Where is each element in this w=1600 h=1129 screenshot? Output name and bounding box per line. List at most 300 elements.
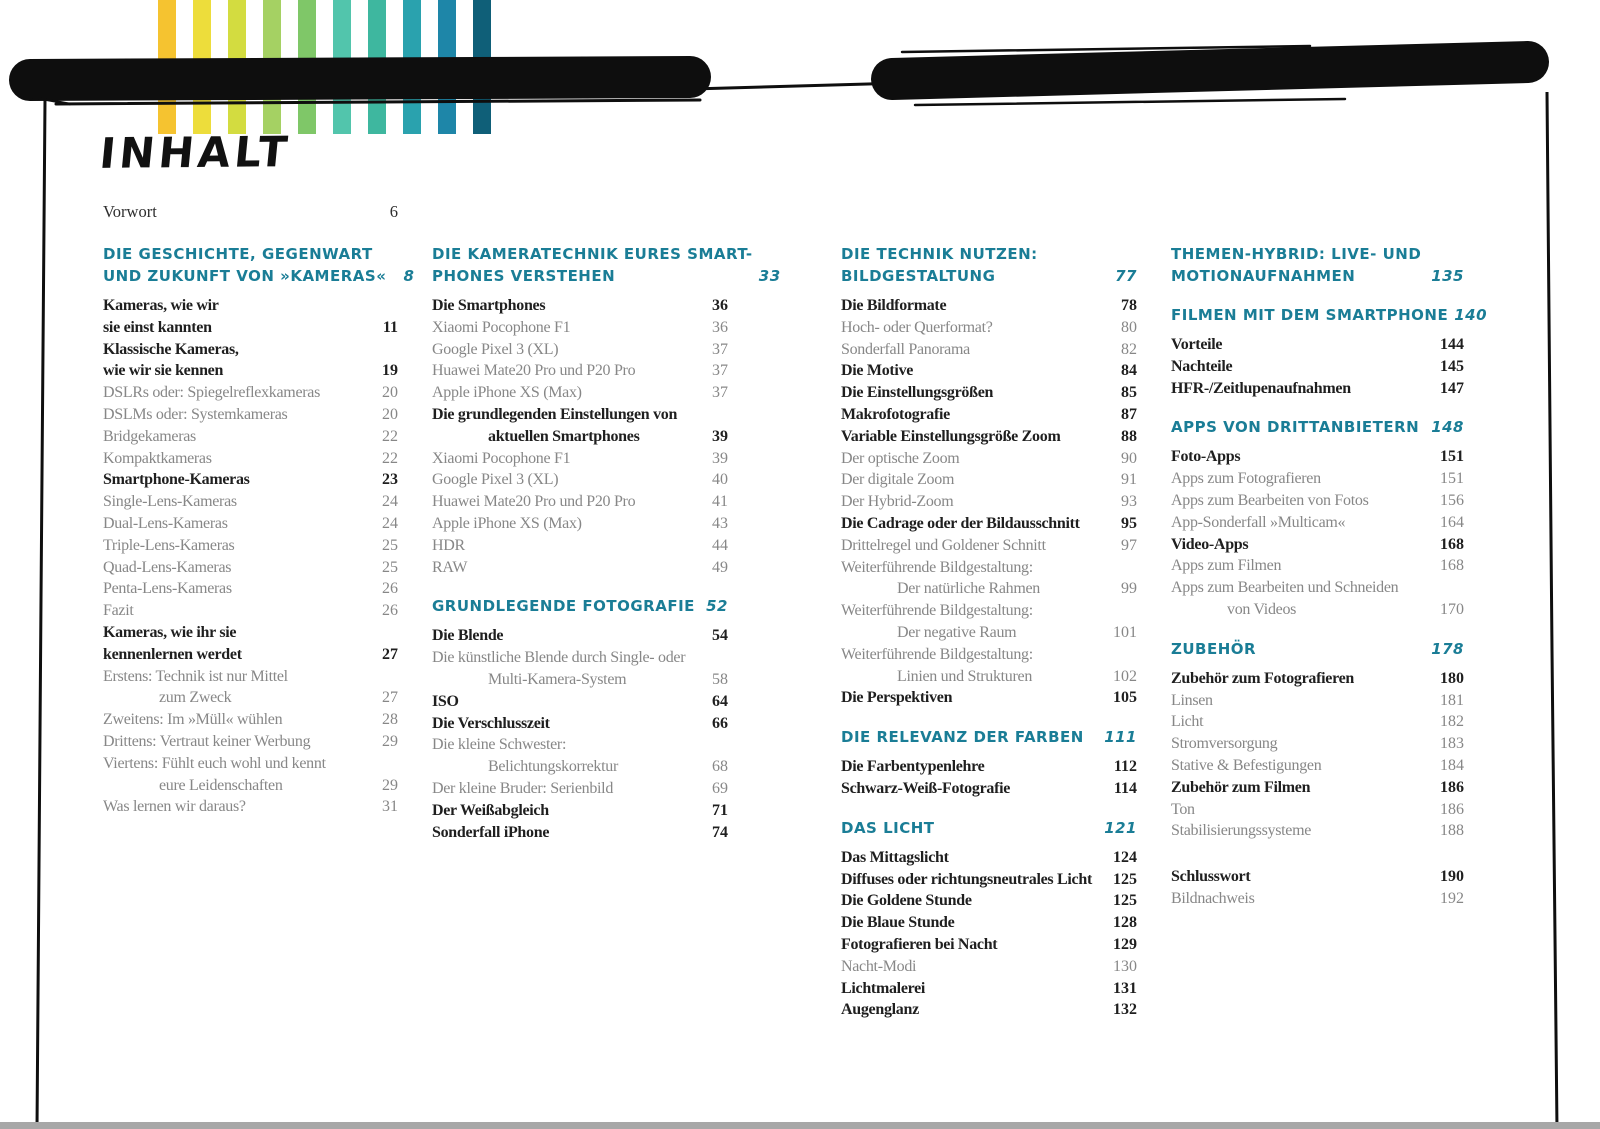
heading-line: MOTIONAUFNAHMEN xyxy=(1171,267,1356,285)
entry-line: Diffuses oder richtungsneutrales Licht xyxy=(841,870,1092,888)
entry-page-number: 40 xyxy=(712,471,728,489)
entry-line: DSLMs oder: Systemkameras xyxy=(103,405,288,423)
entry-page-number: 90 xyxy=(1121,449,1137,467)
toc-entry xyxy=(103,382,398,404)
entry-line: Augenglanz xyxy=(841,1001,919,1019)
entry-line: Stromversorgung xyxy=(1171,735,1278,753)
entry-page-number: 82 xyxy=(1121,340,1137,358)
entry-label xyxy=(841,360,1107,382)
toc-section xyxy=(103,243,415,818)
entry-label xyxy=(841,426,1107,448)
entry-line: Lichtmalerei xyxy=(841,979,926,997)
entry-label xyxy=(432,734,698,778)
section-page-number: 111 xyxy=(1104,728,1137,747)
toc-entry xyxy=(432,691,728,713)
toc-entry xyxy=(841,847,1137,869)
toc-entry xyxy=(103,404,398,426)
toc-entry xyxy=(841,557,1137,601)
entry-line: Die Cadrage oder der Bildausschnitt xyxy=(841,514,1080,532)
toc-entry xyxy=(1171,755,1464,777)
entry-line: Weiterführende Bildgestaltung: xyxy=(841,602,1033,620)
toc-section xyxy=(432,243,781,578)
entry-label xyxy=(432,513,698,535)
entry-page-number: 168 xyxy=(1440,557,1464,575)
entry-page-number: 25 xyxy=(382,536,398,554)
toc-section xyxy=(1171,638,1464,842)
entry-label xyxy=(1171,755,1434,777)
entry-line: Viertens: Fühlt euch wohl und kennt xyxy=(103,754,326,772)
toc-entry xyxy=(1171,534,1464,556)
entry-label xyxy=(103,426,368,448)
entry-line: Nacht-Modi xyxy=(841,957,917,975)
entry-label xyxy=(1171,577,1434,621)
entry-line: Der Weißabgleich xyxy=(432,801,549,819)
section-heading xyxy=(841,726,1137,748)
entry-page-number: 66 xyxy=(712,714,728,732)
entry-page-number: 69 xyxy=(712,779,728,797)
entry-page-number: 27 xyxy=(382,645,398,663)
entry-label xyxy=(103,513,368,535)
entry-label xyxy=(1171,555,1434,577)
section-heading xyxy=(432,243,781,287)
toc-entry xyxy=(1171,733,1464,755)
entry-page-number: 19 xyxy=(382,362,398,380)
toc-entry xyxy=(841,600,1137,644)
section-heading xyxy=(432,595,728,617)
toc-entry xyxy=(841,404,1137,426)
entry-label xyxy=(1171,512,1434,534)
entry-page-number: 41 xyxy=(712,493,728,511)
entry-line: Apps zum Bearbeiten von Fotos xyxy=(1171,491,1369,509)
entry-label xyxy=(841,978,1107,1000)
entry-line: Makrofotografie xyxy=(841,405,950,423)
color-stripe xyxy=(333,0,351,134)
entry-label xyxy=(103,796,368,818)
toc-entry xyxy=(1171,668,1464,690)
entry-line: eure Leidenschaften xyxy=(159,776,283,794)
toc-entry xyxy=(841,934,1137,956)
entry-line: Schlusswort xyxy=(1171,868,1251,886)
toc-entry xyxy=(103,709,398,731)
color-stripe xyxy=(193,0,211,134)
entry-label xyxy=(103,382,368,404)
toc-entry xyxy=(1171,866,1464,888)
entry-line: Kompaktkameras xyxy=(103,449,212,467)
entry-page-number: 151 xyxy=(1440,470,1464,488)
entry-page-number: 37 xyxy=(712,362,728,380)
toc-section xyxy=(841,817,1137,1021)
entry-page-number: 80 xyxy=(1121,318,1137,336)
entry-line: App-Sonderfall »Multicam« xyxy=(1171,513,1346,531)
entry-line: Sonderfall Panorama xyxy=(841,340,970,358)
section-page-number: 135 xyxy=(1431,267,1464,285)
section-heading xyxy=(1171,304,1488,326)
entry-label xyxy=(1171,888,1434,910)
entry-line: Der digitale Zoom xyxy=(841,471,955,489)
color-stripe xyxy=(158,0,176,134)
entry-line: Kameras, wie ihr sie xyxy=(103,623,237,641)
toc-column xyxy=(432,243,781,843)
heading-line: BILDGESTALTUNG xyxy=(841,267,996,285)
toc-entry xyxy=(1171,888,1464,910)
toc-entry xyxy=(841,469,1137,491)
entry-label xyxy=(841,687,1107,709)
entry-line: RAW xyxy=(432,558,468,576)
entry-page-number: 26 xyxy=(382,580,398,598)
entry-line: Die Farbentypenlehre xyxy=(841,758,985,776)
section-heading xyxy=(1171,416,1464,438)
entry-line: Multi-Kamera-System xyxy=(488,670,627,688)
entry-line: Video-Apps xyxy=(1171,535,1249,553)
toc-entry xyxy=(103,731,398,753)
entry-page-number: 188 xyxy=(1440,822,1464,840)
color-stripe xyxy=(473,0,491,134)
entry-label xyxy=(432,557,698,579)
entry-label xyxy=(103,469,368,491)
entry-page-number: 151 xyxy=(1440,448,1464,466)
entry-line: Linien und Strukturen xyxy=(897,667,1033,685)
entry-page-number: 101 xyxy=(1113,623,1137,641)
entry-page-number: 102 xyxy=(1113,667,1137,685)
entry-page-number: 184 xyxy=(1440,756,1464,774)
entry-line: Vorteile xyxy=(1171,336,1223,353)
entry-page-number: 129 xyxy=(1113,935,1137,953)
toc-entry xyxy=(841,513,1137,535)
section-heading xyxy=(1171,243,1464,287)
entry-line: Der Hybrid-Zoom xyxy=(841,493,954,511)
entry-line: Zubehör zum Fotografieren xyxy=(1171,669,1355,687)
entry-line: Bildnachweis xyxy=(1171,889,1255,907)
entry-label xyxy=(841,890,1107,912)
toc-section xyxy=(841,243,1137,709)
entry-line: Apple iPhone XS (Max) xyxy=(432,514,582,532)
preface-page-number: 6 xyxy=(389,202,398,221)
section-page-number: 8 xyxy=(403,267,415,285)
entry-page-number: 39 xyxy=(712,427,728,445)
section-heading-text xyxy=(1171,638,1425,660)
entry-page-number: 93 xyxy=(1121,493,1137,511)
entry-line: Die Einstellungsgrößen xyxy=(841,384,994,402)
entry-label xyxy=(841,934,1107,956)
entry-page-number: 37 xyxy=(712,384,728,402)
entry-line: Die Motive xyxy=(841,362,914,380)
toc-entry xyxy=(1171,490,1464,512)
toc-entry xyxy=(432,778,728,800)
entry-line: Das Mittagslicht xyxy=(841,848,949,866)
section-page-number: 33 xyxy=(758,267,781,285)
toc-entry xyxy=(841,912,1137,934)
entry-page-number: 39 xyxy=(712,449,728,467)
entry-page-number: 37 xyxy=(712,340,728,358)
entry-label xyxy=(103,753,368,797)
entry-line: Hoch- oder Querformat? xyxy=(841,318,993,336)
toc-entry xyxy=(841,978,1137,1000)
section-heading-text xyxy=(103,243,386,287)
entry-line: Zweitens: Im »Müll« wühlen xyxy=(103,711,283,729)
section-heading-text xyxy=(841,817,1098,839)
entry-label xyxy=(841,382,1107,404)
entry-line: Penta-Lens-Kameras xyxy=(103,580,232,598)
entry-page-number: 144 xyxy=(1440,336,1464,353)
color-stripe-band xyxy=(158,0,491,134)
entry-page-number: 20 xyxy=(382,405,398,423)
toc-entry xyxy=(1171,777,1464,799)
entry-line: Apps zum Fotografieren xyxy=(1171,470,1321,488)
entry-line: Apps zum Bearbeiten und Schneiden xyxy=(1171,579,1399,597)
page-bottom-edge xyxy=(0,1122,1600,1129)
entry-label xyxy=(1171,490,1434,512)
entry-label xyxy=(841,756,1107,778)
entry-label xyxy=(841,404,1107,426)
toc-entry xyxy=(432,491,728,513)
toc-section xyxy=(841,726,1137,800)
entry-page-number: 68 xyxy=(712,758,728,776)
entry-page-number: 22 xyxy=(382,449,398,467)
entry-line: Der optische Zoom xyxy=(841,449,960,467)
entry-label xyxy=(841,448,1107,470)
entry-label xyxy=(1171,820,1434,842)
preface-label: Vorwort xyxy=(103,202,157,221)
entry-line: Variable Einstellungsgröße Zoom xyxy=(841,427,1061,445)
toc-column xyxy=(841,243,1137,1021)
entry-line: ISO xyxy=(432,692,459,710)
entry-line: Foto-Apps xyxy=(1171,448,1241,466)
entry-line: Die Blaue Stunde xyxy=(841,914,955,932)
toc-entry xyxy=(103,666,398,710)
entry-page-number: 22 xyxy=(382,427,398,445)
entry-line: Dual-Lens-Kameras xyxy=(103,514,228,532)
entry-line: Der negative Raum xyxy=(897,623,1017,641)
entry-page-number: 105 xyxy=(1113,689,1137,707)
heading-line: DIE TECHNIK NUTZEN: xyxy=(841,245,1038,263)
entry-page-number: 112 xyxy=(1113,758,1137,776)
toc-entry xyxy=(841,360,1137,382)
entry-label xyxy=(841,644,1107,688)
entry-page-number: 88 xyxy=(1121,427,1137,445)
entry-line: Die Verschlusszeit xyxy=(432,714,550,732)
entry-page-number: 24 xyxy=(382,514,398,532)
entry-line: Weiterführende Bildgestaltung: xyxy=(841,645,1033,663)
entry-line: Die künstliche Blende durch Single- oder xyxy=(432,649,686,667)
entry-label xyxy=(103,339,368,383)
entry-label xyxy=(841,535,1107,557)
toc-entry xyxy=(103,513,398,535)
entry-label xyxy=(103,578,368,600)
toc-entry xyxy=(1171,690,1464,712)
entry-line: Licht xyxy=(1171,713,1204,731)
entry-page-number: 44 xyxy=(712,536,728,554)
toc-entry xyxy=(103,448,398,470)
section-page-number: 77 xyxy=(1115,267,1137,285)
entry-line: Die kleine Schwester: xyxy=(432,736,567,754)
section-heading-text xyxy=(841,243,1109,287)
toc-section xyxy=(1171,866,1464,910)
heading-line: THEMEN-HYBRID: LIVE- UND xyxy=(1171,245,1422,263)
toc-entry xyxy=(1171,711,1464,733)
page-title: INHALT xyxy=(97,127,294,178)
page-border-left xyxy=(37,100,45,1129)
entry-line: Zubehör zum Filmen xyxy=(1171,778,1311,796)
color-stripe xyxy=(228,0,246,134)
section-heading xyxy=(1171,638,1464,660)
section-page-number: 148 xyxy=(1431,418,1464,437)
entry-line: Die Perspektiven xyxy=(841,689,953,707)
toc-entry xyxy=(432,317,728,339)
toc-entry xyxy=(432,535,728,557)
heading-line: DIE GESCHICHTE, GEGENWART xyxy=(103,245,373,263)
entry-page-number: 190 xyxy=(1440,868,1464,886)
entry-line: Linsen xyxy=(1171,691,1213,709)
entry-line: Fazit xyxy=(103,602,134,620)
section-heading xyxy=(841,817,1137,839)
section-page-number: 52 xyxy=(706,597,728,616)
entry-page-number: 131 xyxy=(1113,979,1137,997)
entry-line: Die Blende xyxy=(432,627,504,645)
section-page-number: 140 xyxy=(1454,306,1488,324)
heading-line: GRUNDLEGENDE FOTOGRAFIE xyxy=(432,597,695,616)
entry-page-number: 11 xyxy=(382,318,398,336)
entry-label xyxy=(1171,378,1434,400)
page-border-right xyxy=(1547,92,1557,1129)
toc-entry xyxy=(432,513,728,535)
entry-page-number: 170 xyxy=(1440,600,1464,618)
entry-label xyxy=(103,600,368,622)
toc-entry xyxy=(103,600,398,622)
entry-page-number: 54 xyxy=(712,627,728,645)
toc-entry xyxy=(841,869,1137,891)
entry-page-number: 36 xyxy=(712,297,728,314)
entry-label xyxy=(1171,711,1434,733)
toc-entry xyxy=(841,890,1137,912)
section-page-number: 121 xyxy=(1104,818,1137,837)
entry-line: zum Zweck xyxy=(159,689,232,707)
toc-entry xyxy=(103,339,398,383)
entry-label xyxy=(432,625,698,647)
entry-label xyxy=(841,869,1107,891)
entry-label xyxy=(432,535,698,557)
entry-line: Die Bildformate xyxy=(841,297,947,314)
entry-page-number: 23 xyxy=(382,471,398,489)
toc-entry xyxy=(432,339,728,361)
connector-line xyxy=(692,83,905,89)
entry-label xyxy=(841,317,1107,339)
entry-line: Ton xyxy=(1171,800,1195,818)
entry-label xyxy=(841,847,1107,869)
toc-entry xyxy=(432,404,728,448)
entry-line: Die Goldene Stunde xyxy=(841,892,972,910)
entry-label xyxy=(1171,334,1434,356)
toc-entry xyxy=(841,756,1137,778)
entry-label xyxy=(1171,777,1434,799)
entry-page-number: 74 xyxy=(712,823,728,841)
entry-page-number: 71 xyxy=(712,801,728,819)
entry-label xyxy=(432,404,698,448)
entry-page-number: 128 xyxy=(1113,914,1137,932)
section-heading-text xyxy=(432,243,753,287)
entry-line: Stative & Befestigungen xyxy=(1171,756,1322,774)
entry-label xyxy=(1171,468,1434,490)
entry-page-number: 87 xyxy=(1121,405,1137,423)
entry-label xyxy=(841,339,1107,361)
heading-line: ZUBEHÖR xyxy=(1171,639,1257,658)
toc-column xyxy=(1171,243,1488,910)
entry-line: Der natürliche Rahmen xyxy=(897,580,1040,598)
heading-line: DAS LICHT xyxy=(841,818,935,837)
entry-label xyxy=(841,912,1107,934)
entry-line: Bridgekameras xyxy=(103,427,196,445)
entry-label xyxy=(841,469,1107,491)
toc-entry xyxy=(841,956,1137,978)
entry-label xyxy=(841,600,1107,644)
entry-line: Apple iPhone XS (Max) xyxy=(432,384,582,402)
toc-entry xyxy=(841,778,1137,800)
entry-page-number: 156 xyxy=(1440,491,1464,509)
entry-label xyxy=(103,731,368,753)
section-heading-text xyxy=(432,595,700,617)
toc-entry xyxy=(841,426,1137,448)
entry-line: Belichtungskorrektur xyxy=(488,758,618,776)
toc-entry xyxy=(841,535,1137,557)
entry-page-number: 168 xyxy=(1440,535,1464,553)
entry-page-number: 186 xyxy=(1440,778,1464,796)
toc-entry xyxy=(103,491,398,513)
toc-entry xyxy=(1171,555,1464,577)
entry-line: aktuellen Smartphones xyxy=(488,427,640,445)
entry-line: Fotografieren bei Nacht xyxy=(841,935,998,953)
entry-page-number: 78 xyxy=(1121,297,1137,314)
entry-page-number: 20 xyxy=(382,384,398,402)
entry-page-number: 24 xyxy=(382,493,398,511)
toc-entry xyxy=(841,382,1137,404)
entry-label xyxy=(1171,668,1434,690)
toc-column xyxy=(103,243,415,818)
entry-line: Xiaomi Pocophone F1 xyxy=(432,449,571,467)
entry-label xyxy=(1171,690,1434,712)
section-page-number: 178 xyxy=(1431,639,1464,658)
preface-row xyxy=(103,201,398,223)
entry-label xyxy=(103,404,368,426)
entry-label xyxy=(1171,866,1434,888)
entry-page-number: 183 xyxy=(1440,735,1464,753)
entry-label xyxy=(1171,733,1434,755)
entry-label xyxy=(432,317,698,339)
entry-label xyxy=(432,448,698,470)
entry-page-number: 130 xyxy=(1113,957,1137,975)
heading-line: UND ZUKUNFT VON »KAMERAS« xyxy=(103,267,387,285)
toc-entry xyxy=(432,625,728,647)
entry-label xyxy=(841,999,1107,1021)
entry-label xyxy=(1171,356,1434,378)
entry-label xyxy=(103,709,368,731)
entry-page-number: 29 xyxy=(382,732,398,750)
entry-label xyxy=(103,622,368,666)
entry-line: Stabilisierungssysteme xyxy=(1171,822,1312,840)
toc-entry xyxy=(432,448,728,470)
entry-line: Huawei Mate20 Pro und P20 Pro xyxy=(432,493,636,511)
toc-entry xyxy=(103,622,398,666)
entry-line: Was lernen wir daraus? xyxy=(103,798,246,816)
entry-page-number: 186 xyxy=(1440,800,1464,818)
toc-entry xyxy=(432,647,728,691)
entry-page-number: 25 xyxy=(382,558,398,576)
entry-page-number: 43 xyxy=(712,514,728,532)
entry-label xyxy=(432,360,698,382)
entry-line: Die Smartphones xyxy=(432,297,546,314)
entry-page-number: 26 xyxy=(382,602,398,620)
entry-line: Klassische Kameras, xyxy=(103,340,239,358)
entry-label xyxy=(841,295,1107,317)
entry-page-number: 91 xyxy=(1121,471,1137,489)
